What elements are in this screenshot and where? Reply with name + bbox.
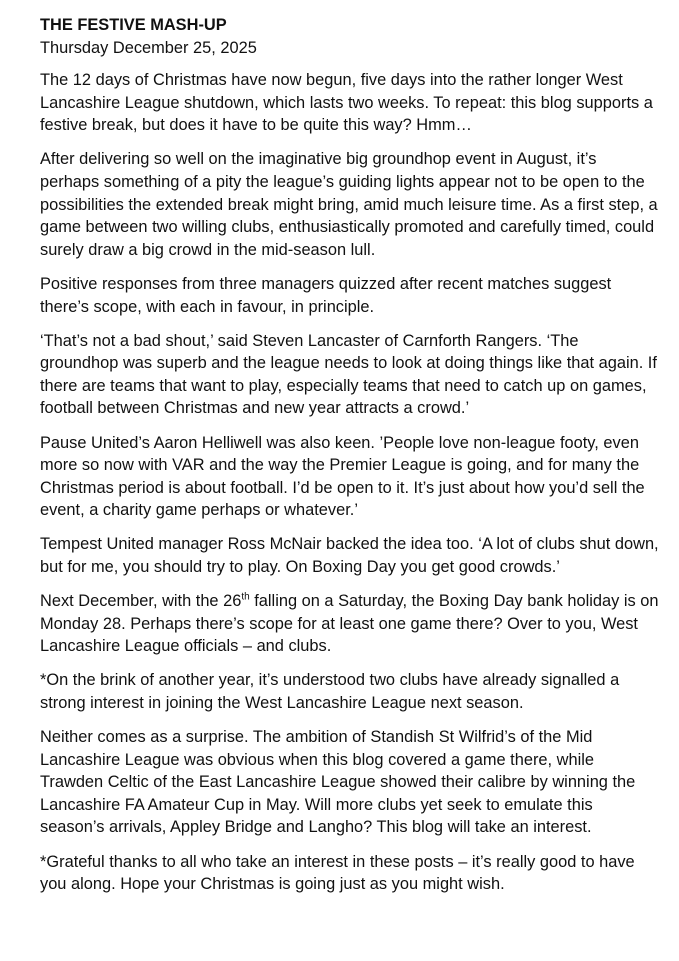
ordinal-suffix: th xyxy=(241,591,250,603)
paragraph-10: *Grateful thanks to all who take an interest in these posts – it’s really good to have you along. Hope your Christmas is going just as you might wish. xyxy=(40,852,635,894)
paragraph-4: ‘That’s not a bad shout,’ said Steven Lancaster of Carnforth Rangers. ‘The groundhop was superb and the league needs to look at doing things like that again. If there are teams that want to play, especially teams that need to catch up on games, football between Christmas and new year attracts a crowd.’ xyxy=(40,331,657,418)
paragraph-7-end: falling on a Saturday, the Boxing Day bank holiday is on Monday 28. Perhaps there’s scope for at least one game there? Over to you, West Lancashire League officials – and clubs. xyxy=(40,592,659,656)
paragraph-7 xyxy=(40,590,660,658)
paragraph-8: *On the brink of another year, it’s understood two clubs have already signalled a strong interest in joining the West Lancashire League next season. xyxy=(40,671,620,712)
paragraph-3: Positive responses from three managers quizzed after recent matches suggest there’s scope, with each in favour, in principle. xyxy=(40,274,612,316)
paragraph-7-start: Next December, with the 26 xyxy=(40,592,242,611)
paragraph-1: The 12 days of Christmas have now begun, five days into the rather longer West Lancashire League shutdown, which lasts two weeks. To repeat: this blog supports a festive break, but does it have to be quite this way? Hmm… xyxy=(40,71,653,135)
blog-post xyxy=(40,14,660,907)
post-title: THE FESTIVE MASH-UP xyxy=(40,16,227,34)
post-date: Thursday December 25, 2025 xyxy=(40,38,257,57)
paragraph-6: Tempest United manager Ross McNair backed the idea too. ‘A lot of clubs shut down, but for me, you should try to play. On Boxing Day you get good crowds.’ xyxy=(40,535,659,576)
paragraph-5: Pause United’s Aaron Helliwell was also keen. ’People love non-league footy, even more so now with VAR and the way the Premier League is going, and for many the Christmas period is about football. I’d be open to it. It’s just about how you’d sell the event, a charity game perhaps or whatever.’ xyxy=(40,433,645,520)
paragraph-9: Neither comes as a surprise. The ambition of Standish St Wilfrid’s of the Mid Lancashire League was obvious when this blog covered a game there, while Trawden Celtic of the East Lancashire League showed their calibre by winning the Lancashire FA Amateur Cup in May. Will more clubs yet seek to emulate this season’s arrivals, Appley Bridge and Langho? This blog will take an interest. xyxy=(40,728,636,837)
paragraph-2: After delivering so well on the imaginative big groundhop event in August, it’s perhaps something of a pity the league’s guiding lights appear not to be open to the possibilities the extended break might bring, amid much leisure time. As a first step, a game between two willing clubs, enthusiastically promoted and carefully timed, could surely draw a big crowd in the mid-season lull. xyxy=(40,150,658,259)
